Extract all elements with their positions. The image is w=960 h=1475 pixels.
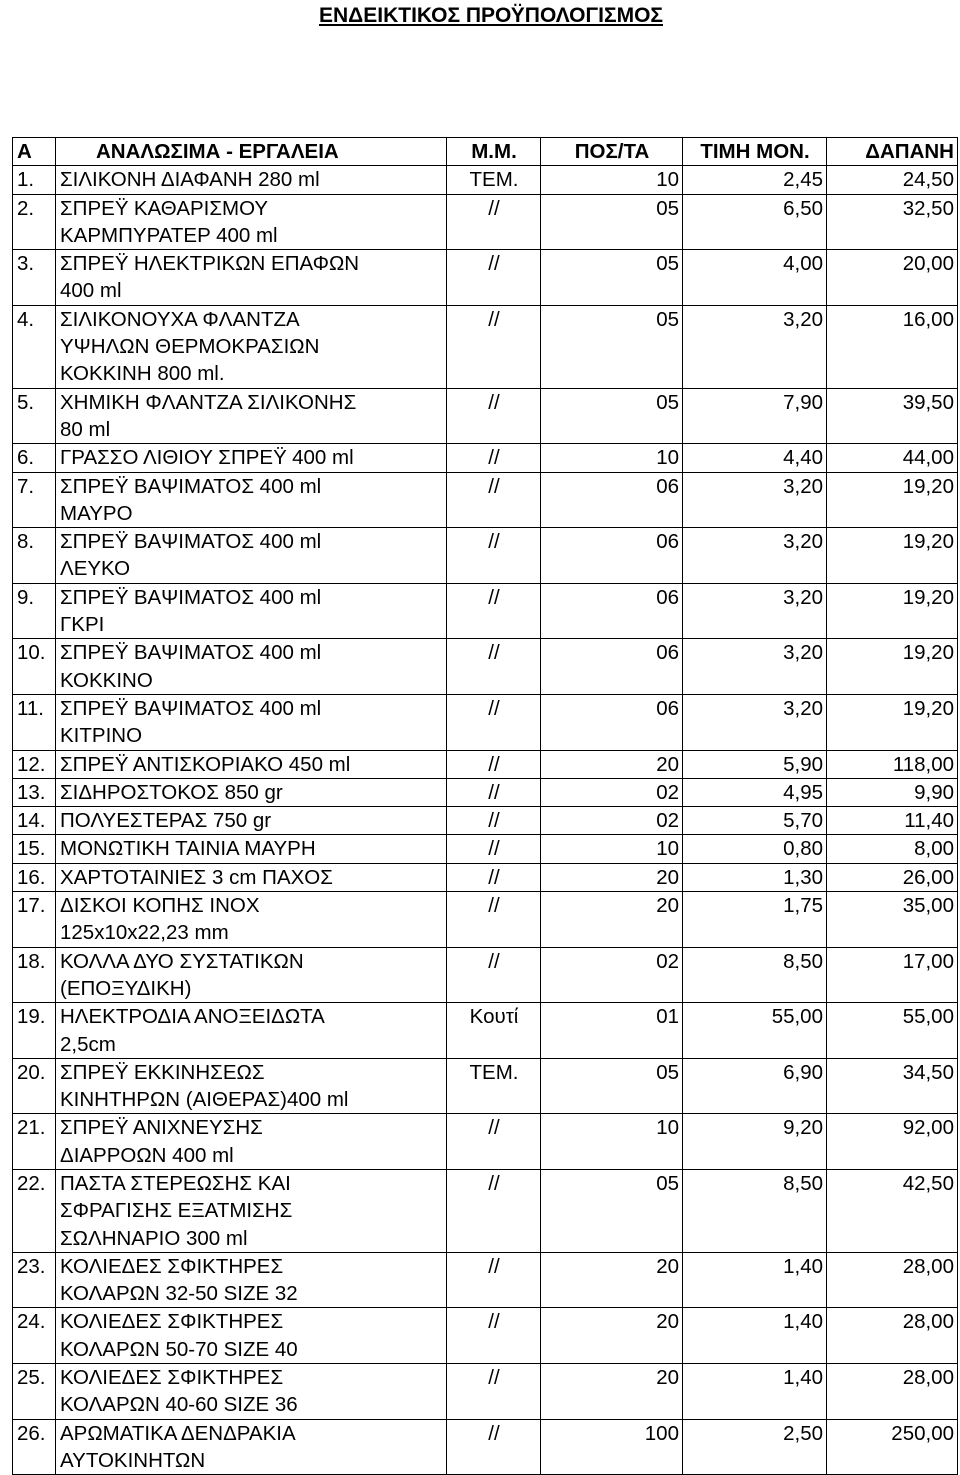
row-description: ΚΟΛΙΕΔΕΣ ΣΦΙΚΤΗΡΕΣ ΚΟΛΑΡΩΝ 40-60 SIZE 36 [56,1364,447,1420]
row-description: ΓΡΑΣΣΟ ΛΙΘΙΟΥ ΣΠΡΕΫ 400 ml [56,444,447,472]
row-description: ΣΠΡΕΫ ΚΑΘΑΡΙΣΜΟΥ ΚΑΡΜΠΥΡΑΤΕΡ 400 ml [56,194,447,250]
row-unit-price: 6,50 [683,194,827,250]
row-unit-price: 1,40 [683,1364,827,1420]
row-quantity: 10 [541,166,683,194]
header-description: ΑΝΑΛΩΣΙΜΑ - ΕΡΓΑΛΕΙΑ [56,138,447,166]
row-number: 12. [13,750,56,778]
row-number: 18. [13,947,56,1003]
row-cost: 19,20 [827,583,958,639]
row-unit: // [447,892,541,948]
row-quantity: 20 [541,1252,683,1308]
row-cost: 44,00 [827,444,958,472]
row-description: ΣΙΔΗΡΟΣΤΟΚΟΣ 850 gr [56,778,447,806]
row-quantity: 20 [541,750,683,778]
row-cost: 19,20 [827,639,958,695]
row-cost: 11,40 [827,807,958,835]
table-row [13,305,958,388]
row-cost: 28,00 [827,1308,958,1364]
row-unit-price: 5,90 [683,750,827,778]
row-quantity: 02 [541,778,683,806]
row-quantity: 05 [541,250,683,306]
table-row [13,639,958,695]
row-cost: 26,00 [827,863,958,891]
row-number: 4. [13,305,56,388]
row-unit-price: 1,40 [683,1308,827,1364]
row-description: ΣΙΛΙΚΟΝΗ ΔΙΑΦΑΝΗ 280 ml [56,166,447,194]
row-number: 9. [13,583,56,639]
row-quantity: 20 [541,1364,683,1420]
row-unit-price: 4,00 [683,250,827,306]
row-cost: 28,00 [827,1364,958,1420]
row-quantity: 05 [541,1169,683,1252]
table-row [13,750,958,778]
row-number: 22. [13,1169,56,1252]
row-description: ΣΙΛΙΚΟΝΟΥΧΑ ΦΛΑΝΤΖΑ ΥΨΗΛΩΝ ΘΕΡΜΟΚΡΑΣΙΩΝ ΚΟΚΚΙΝΗ 800 ml. [56,305,447,388]
row-number: 6. [13,444,56,472]
table-row [13,388,958,444]
row-unit: // [447,863,541,891]
row-unit: // [447,947,541,1003]
row-description: ΣΠΡΕΫ ΒΑΨΙΜΑΤΟΣ 400 ml ΚΙΤΡΙΝΟ [56,694,447,750]
row-description: ΣΠΡΕΫ ΒΑΨΙΜΑΤΟΣ 400 ml ΚΟΚΚΙΝΟ [56,639,447,695]
row-cost: 39,50 [827,388,958,444]
row-cost: 92,00 [827,1114,958,1170]
row-unit-price: 2,50 [683,1419,827,1475]
row-unit: // [447,388,541,444]
row-quantity: 06 [541,472,683,528]
row-cost: 250,00 [827,1419,958,1475]
row-unit-price: 3,20 [683,694,827,750]
row-cost: 32,50 [827,194,958,250]
table-row [13,250,958,306]
table-row [13,1169,958,1252]
row-unit: // [447,639,541,695]
row-unit: // [447,1252,541,1308]
row-description: ΣΠΡΕΫ ΕΚΚΙΝΗΣΕΩΣ ΚΙΝΗΤΗΡΩΝ (ΑΙΘΕΡΑΣ)400 ml [56,1058,447,1114]
row-unit: // [447,694,541,750]
row-unit: // [447,583,541,639]
table-row [13,1114,958,1170]
row-number: 21. [13,1114,56,1170]
row-quantity: 20 [541,863,683,891]
row-description: ΗΛΕΚΤΡΟΔΙΑ ΑΝΟΞΕΙΔΩΤΑ 2,5cm [56,1003,447,1059]
row-quantity: 06 [541,694,683,750]
row-unit-price: 3,20 [683,639,827,695]
row-quantity: 10 [541,1114,683,1170]
row-number: 8. [13,528,56,584]
table-row [13,835,958,863]
row-cost: 24,50 [827,166,958,194]
row-quantity: 02 [541,807,683,835]
row-description: ΣΠΡΕΫ ΒΑΨΙΜΑΤΟΣ 400 ml ΜΑΥΡΟ [56,472,447,528]
row-unit-price: 0,80 [683,835,827,863]
row-description: ΣΠΡΕΫ ΗΛΕΚΤΡΙΚΩΝ ΕΠΑΦΩΝ 400 ml [56,250,447,306]
row-unit: // [447,194,541,250]
table-row [13,528,958,584]
row-description: ΧΑΡΤΟΤΑΙΝΙΕΣ 3 cm ΠΑΧΟΣ [56,863,447,891]
row-number: 24. [13,1308,56,1364]
table-row [13,778,958,806]
row-unit-price: 3,20 [683,472,827,528]
table-row [13,694,958,750]
row-number: 16. [13,863,56,891]
budget-table [12,137,958,1475]
row-unit-price: 55,00 [683,1003,827,1059]
row-unit: // [447,472,541,528]
row-number: 14. [13,807,56,835]
table-row [13,1252,958,1308]
row-unit-price: 3,20 [683,305,827,388]
row-description: ΚΟΛΛΑ ΔΥΟ ΣΥΣΤΑΤΙΚΩΝ (ΕΠΟΞΥΔΙΚΗ) [56,947,447,1003]
table-row [13,583,958,639]
row-number: 20. [13,1058,56,1114]
row-number: 10. [13,639,56,695]
row-unit-price: 1,40 [683,1252,827,1308]
table-row [13,1419,958,1475]
row-quantity: 06 [541,639,683,695]
header-unit-price: ΤΙΜΗ ΜΟΝ. [683,138,827,166]
row-unit: // [447,1114,541,1170]
row-description: ΠΑΣΤΑ ΣΤΕΡΕΩΣΗΣ ΚΑΙ ΣΦΡΑΓΙΣΗΣ ΕΞΑΤΜΙΣΗΣ ΣΩΛΗΝΑΡΙΟ 300 ml [56,1169,447,1252]
row-quantity: 100 [541,1419,683,1475]
row-unit-price: 7,90 [683,388,827,444]
row-quantity: 20 [541,1308,683,1364]
row-unit: // [447,807,541,835]
table-row [13,1364,958,1420]
row-quantity: 06 [541,528,683,584]
row-unit: // [447,444,541,472]
table-row [13,892,958,948]
row-number: 11. [13,694,56,750]
row-unit-price: 2,45 [683,166,827,194]
header-unit: Μ.Μ. [447,138,541,166]
row-description: ΚΟΛΙΕΔΕΣ ΣΦΙΚΤΗΡΕΣ ΚΟΛΑΡΩΝ 50-70 SIZE 40 [56,1308,447,1364]
row-cost: 35,00 [827,892,958,948]
row-cost: 42,50 [827,1169,958,1252]
row-unit-price: 5,70 [683,807,827,835]
row-unit-price: 8,50 [683,1169,827,1252]
header-cost: ΔΑΠΑΝΗ [827,138,958,166]
row-unit-price: 3,20 [683,583,827,639]
table-row [13,1308,958,1364]
row-unit: // [447,1419,541,1475]
row-unit: // [447,528,541,584]
row-description: ΧΗΜΙΚΗ ΦΛΑΝΤΖΑ ΣΙΛΙΚΟΝΗΣ 80 ml [56,388,447,444]
table-row [13,1058,958,1114]
row-unit: Κουτί [447,1003,541,1059]
row-unit: // [447,250,541,306]
table-row [13,1003,958,1059]
table-row [13,472,958,528]
row-unit: // [447,750,541,778]
table-row [13,444,958,472]
row-description: ΜΟΝΩΤΙΚΗ ΤΑΙΝΙΑ ΜΑΥΡΗ [56,835,447,863]
row-unit: ΤΕΜ. [447,166,541,194]
row-unit-price: 9,20 [683,1114,827,1170]
row-unit-price: 3,20 [683,528,827,584]
row-description: ΑΡΩΜΑΤΙΚΑ ΔΕΝΔΡΑΚΙΑ ΑΥΤΟΚΙΝΗΤΩΝ [56,1419,447,1475]
row-cost: 17,00 [827,947,958,1003]
row-cost: 20,00 [827,250,958,306]
row-quantity: 01 [541,1003,683,1059]
row-description: ΚΟΛΙΕΔΕΣ ΣΦΙΚΤΗΡΕΣ ΚΟΛΑΡΩΝ 32-50 SIZE 32 [56,1252,447,1308]
row-quantity: 05 [541,194,683,250]
row-number: 13. [13,778,56,806]
row-unit-price: 8,50 [683,947,827,1003]
row-description: ΔΙΣΚΟΙ ΚΟΠΗΣ ΙΝΟΧ 125x10x22,23 mm [56,892,447,948]
document-title: ΕΝΔΕΙΚΤΙΚΟΣ ΠΡΟΫΠΟΛΟΓΙΣΜΟΣ [318,4,664,27]
row-quantity: 02 [541,947,683,1003]
row-unit-price: 6,90 [683,1058,827,1114]
row-cost: 19,20 [827,528,958,584]
row-cost: 34,50 [827,1058,958,1114]
row-number: 19. [13,1003,56,1059]
row-cost: 55,00 [827,1003,958,1059]
row-cost: 8,00 [827,835,958,863]
row-number: 2. [13,194,56,250]
table-body [13,166,958,1475]
row-cost: 28,00 [827,1252,958,1308]
row-description: ΣΠΡΕΫ ΑΝΤΙΣΚΟΡΙΑΚΟ 450 ml [56,750,447,778]
row-unit: // [447,1169,541,1252]
row-quantity: 10 [541,835,683,863]
row-number: 1. [13,166,56,194]
row-unit-price: 4,40 [683,444,827,472]
row-unit: // [447,1364,541,1420]
row-cost: 9,90 [827,778,958,806]
row-description: ΣΠΡΕΫ ΒΑΨΙΜΑΤΟΣ 400 ml ΓΚΡΙ [56,583,447,639]
row-unit: // [447,835,541,863]
row-quantity: 05 [541,305,683,388]
row-unit-price: 1,30 [683,863,827,891]
row-unit: // [447,305,541,388]
row-number: 3. [13,250,56,306]
table-row [13,194,958,250]
row-quantity: 05 [541,388,683,444]
row-cost: 19,20 [827,472,958,528]
row-unit-price: 4,95 [683,778,827,806]
row-unit-price: 1,75 [683,892,827,948]
row-number: 7. [13,472,56,528]
table-row [13,166,958,194]
row-cost: 19,20 [827,694,958,750]
row-number: 5. [13,388,56,444]
header-quantity: ΠΟΣ/ΤΑ [541,138,683,166]
table-row [13,807,958,835]
row-cost: 118,00 [827,750,958,778]
row-unit: ΤΕΜ. [447,1058,541,1114]
row-number: 25. [13,1364,56,1420]
row-number: 23. [13,1252,56,1308]
row-cost: 16,00 [827,305,958,388]
table-header-row [13,138,958,166]
table-row [13,863,958,891]
row-number: 26. [13,1419,56,1475]
row-unit: // [447,1308,541,1364]
header-section: Α [13,138,56,166]
row-quantity: 10 [541,444,683,472]
row-description: ΠΟΛΥΕΣΤΕΡΑΣ 750 gr [56,807,447,835]
row-quantity: 06 [541,583,683,639]
row-number: 15. [13,835,56,863]
row-unit: // [447,778,541,806]
table-row [13,947,958,1003]
row-number: 17. [13,892,56,948]
row-quantity: 20 [541,892,683,948]
row-quantity: 05 [541,1058,683,1114]
row-description: ΣΠΡΕΫ ΑΝΙΧΝΕΥΣΗΣ ΔΙΑΡΡΟΩΝ 400 ml [56,1114,447,1170]
row-description: ΣΠΡΕΫ ΒΑΨΙΜΑΤΟΣ 400 ml ΛΕΥΚΟ [56,528,447,584]
